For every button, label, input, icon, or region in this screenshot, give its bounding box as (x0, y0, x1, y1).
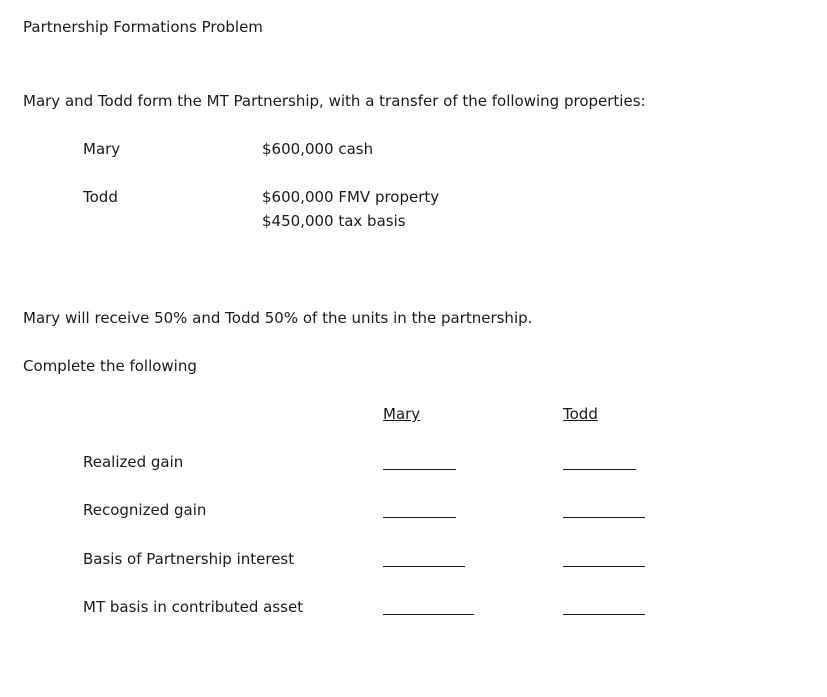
column-header-todd: Todd (563, 405, 598, 423)
answer-blank-mary[interactable] (383, 566, 465, 567)
answer-blank-todd[interactable] (563, 614, 645, 615)
partner-name-todd: Todd (83, 188, 118, 206)
intro-text: Mary and Todd form the MT Partnership, with a transfer of the following properties: (23, 92, 646, 110)
contribution-line: $600,000 cash (262, 140, 374, 158)
contribution-line: $600,000 FMV property (262, 188, 440, 206)
contribution-line: $450,000 tax basis (262, 212, 406, 230)
partner-name-mary: Mary (83, 140, 121, 158)
row-label-realized-gain: Realized gain (83, 453, 184, 471)
row-label-mt-basis: MT basis in contributed asset (83, 598, 304, 616)
row-label-basis-interest: Basis of Partnership interest (83, 550, 295, 568)
column-header-mary: Mary (383, 405, 421, 423)
answer-blank-mary[interactable] (383, 469, 456, 470)
row-label-recognized-gain: Recognized gain (83, 501, 207, 519)
answer-blank-mary[interactable] (383, 517, 456, 518)
answer-blank-mary[interactable] (383, 614, 474, 615)
instruction-text: Complete the following (23, 357, 197, 375)
answer-blank-todd[interactable] (563, 517, 645, 518)
document-title: Partnership Formations Problem (23, 18, 263, 36)
ownership-note: Mary will receive 50% and Todd 50% of the units in the partnership. (23, 309, 533, 327)
answer-blank-todd[interactable] (563, 469, 636, 470)
answer-blank-todd[interactable] (563, 566, 645, 567)
